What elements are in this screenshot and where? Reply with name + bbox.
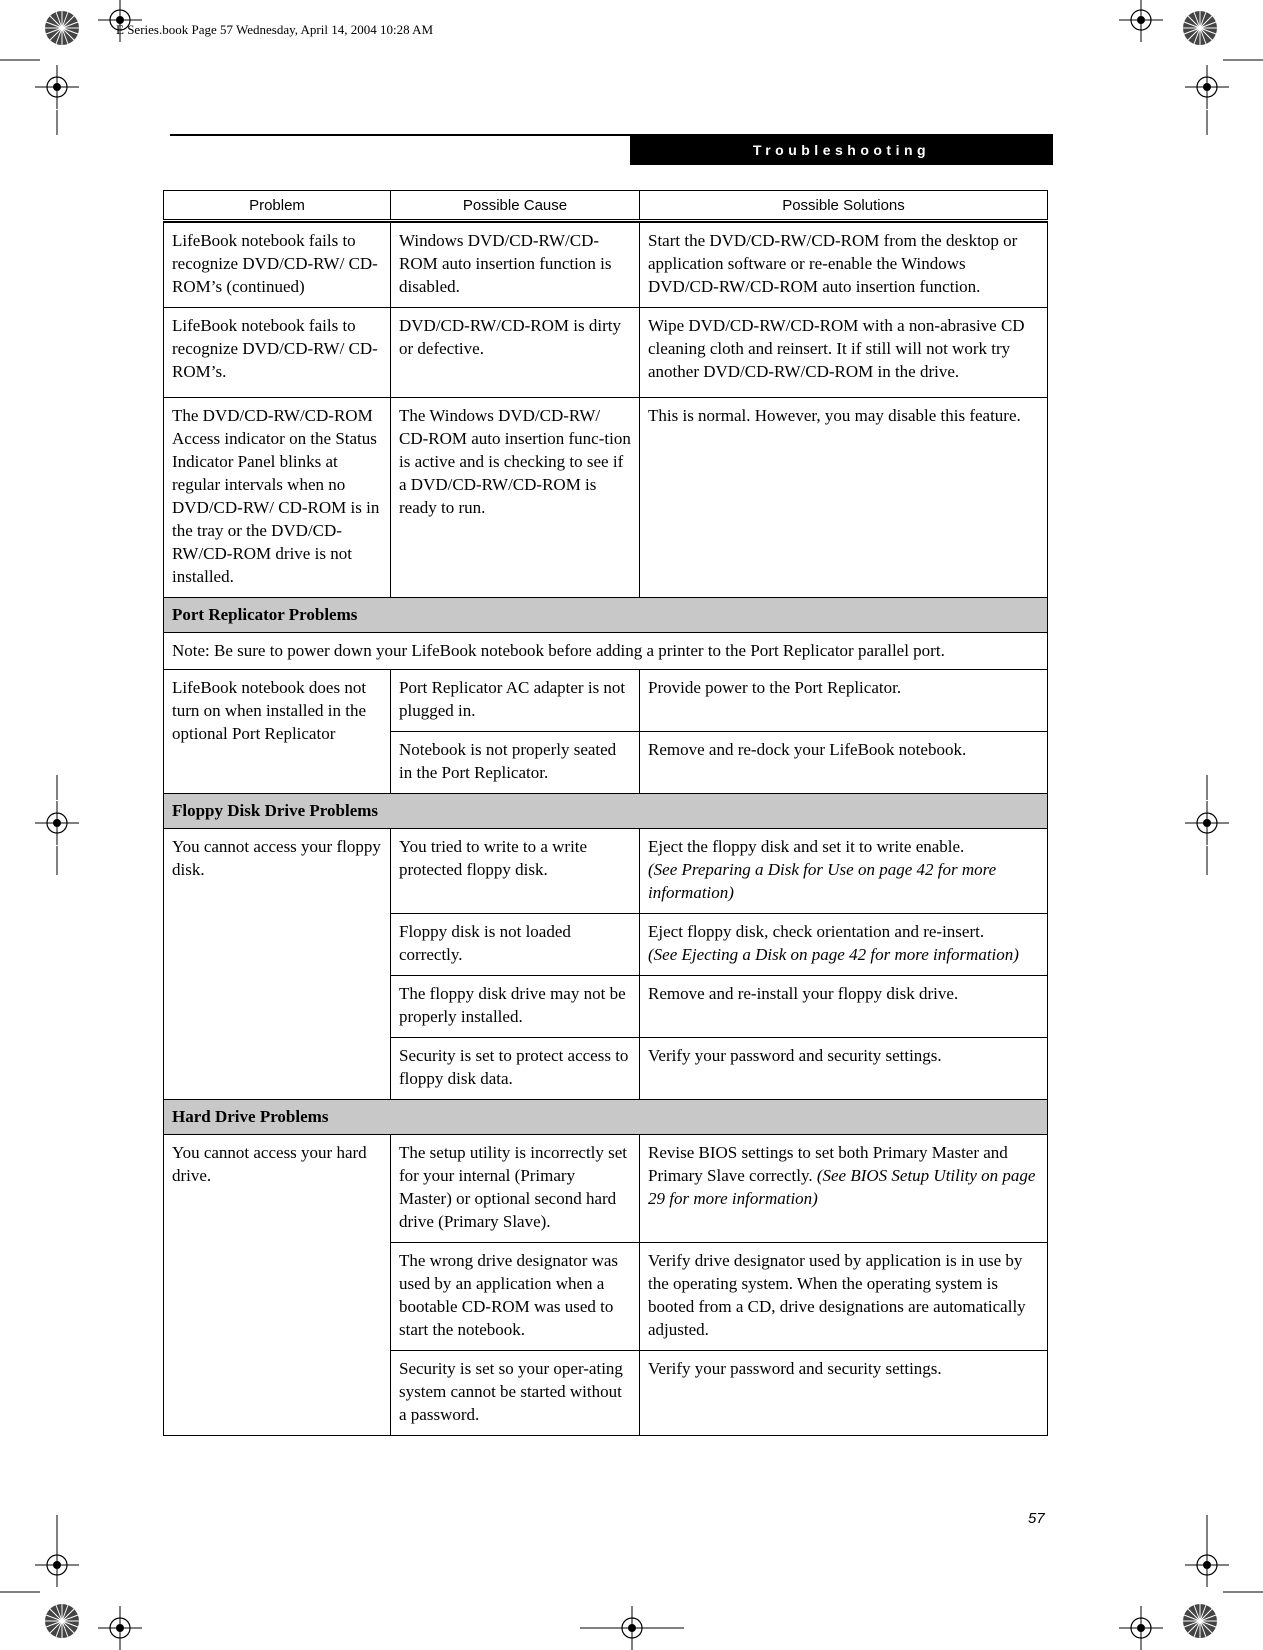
registration-crosshair-mark — [1119, 0, 1163, 42]
note-row — [164, 633, 1048, 670]
cross-reference: (See BIOS Setup Utility on page 29 for more information) — [648, 1166, 1036, 1208]
problem-cell: The DVD/CD-RW/CD-ROM Access indicator on the Status Indicator Panel blinks at regular intervals when no DVD/CD-RW/ CD-ROM is in the tray or the DVD/CD-RW/CD-ROM drive is not installed. — [164, 398, 391, 598]
cross-reference: (See Ejecting a Disk on page 42 for more information) — [648, 945, 1019, 964]
solution-cell: This is normal. However, you may disable this feature. — [640, 398, 1048, 598]
registration-crosshair-mark — [1185, 1543, 1229, 1587]
registration-crosshair-mark — [1185, 801, 1229, 845]
cause-cell: The wrong drive designator was used by an application when a bootable CD-ROM was used to start the notebook. — [391, 1243, 640, 1351]
note-text: Note: Be sure to power down your LifeBook notebook before adding a printer to the Port Replicator parallel port. — [164, 633, 1048, 670]
table-row — [164, 308, 1048, 398]
cause-cell: Security is set to protect access to floppy disk data. — [391, 1038, 640, 1100]
cross-reference: (See Preparing a Disk for Use on page 42 for more information) — [648, 860, 997, 902]
registration-crosshair-mark — [1185, 65, 1229, 109]
section-title: Port Replicator Problems — [164, 598, 1048, 633]
registration-star-mark — [1183, 11, 1217, 45]
cause-cell: Floppy disk is not loaded correctly. — [391, 914, 640, 976]
solution-cell: Verify your password and security settings. — [640, 1038, 1048, 1100]
registration-crosshair-mark — [35, 1543, 79, 1587]
cause-cell: The Windows DVD/CD-RW/ CD-ROM auto insertion func-tion is active and is checking to see if a DVD/CD-RW/CD-ROM is ready to run. — [391, 398, 640, 598]
problem-cell: LifeBook notebook fails to recognize DVD/CD-RW/ CD-ROM’s (continued) — [164, 223, 391, 308]
cause-cell: The floppy disk drive may not be properly installed. — [391, 976, 640, 1038]
solution-text: Eject floppy disk, check orientation and re-insert. — [648, 922, 985, 941]
table-row — [164, 398, 1048, 598]
registration-star-mark — [1183, 1604, 1217, 1638]
solution-cell: Start the DVD/CD-RW/CD-ROM from the desktop or application software or re-enable the Windows DVD/CD-RW/CD-ROM auto insertion function. — [640, 223, 1048, 308]
section-title: Floppy Disk Drive Problems — [164, 794, 1048, 829]
print-slug: E Series.book Page 57 Wednesday, April 14, 2004 10:28 AM — [116, 22, 434, 37]
table-row — [164, 829, 1048, 914]
solution-cell — [640, 1135, 1048, 1243]
registration-crosshair-mark — [98, 1606, 142, 1650]
cause-cell: You tried to write to a write protected floppy disk. — [391, 829, 640, 914]
cause-cell: DVD/CD-RW/CD-ROM is dirty or defective. — [391, 308, 640, 398]
solution-cell: Remove and re-install your floppy disk drive. — [640, 976, 1048, 1038]
registration-crosshair-mark — [35, 65, 79, 109]
page-number: 57 — [1028, 1510, 1045, 1527]
column-header-problem: Problem — [164, 191, 391, 221]
problem-cell: LifeBook notebook fails to recognize DVD/CD-RW/ CD-ROM’s. — [164, 308, 391, 398]
registration-crosshair-mark — [610, 1606, 654, 1650]
cause-cell: Security is set so your oper-ating system cannot be started without a password. — [391, 1351, 640, 1436]
solution-cell: Verify your password and security settings. — [640, 1351, 1048, 1436]
registration-crosshair-mark — [1119, 1606, 1163, 1650]
cause-cell: Notebook is not properly seated in the Port Replicator. — [391, 732, 640, 794]
solution-text: Revise BIOS settings to set both Primary Master and Primary Slave correctly. — [648, 1143, 1008, 1185]
solution-cell — [640, 829, 1048, 914]
solution-cell: Remove and re-dock your LifeBook notebook. — [640, 732, 1048, 794]
section-title: Hard Drive Problems — [164, 1100, 1048, 1135]
problem-cell: You cannot access your hard drive. — [164, 1135, 391, 1436]
solution-cell: Provide power to the Port Replicator. — [640, 670, 1048, 732]
registration-star-mark — [45, 1604, 79, 1638]
solution-text: Eject the floppy disk and set it to write enable. — [648, 837, 965, 856]
section-row-floppy — [164, 794, 1048, 829]
registration-crosshair-mark — [35, 801, 79, 845]
section-row-hard-drive — [164, 1100, 1048, 1135]
cause-cell: The setup utility is incorrectly set for your internal (Primary Master) or optional second hard drive (Primary Slave). — [391, 1135, 640, 1243]
table-row — [164, 223, 1048, 308]
registration-star-mark — [45, 11, 79, 45]
cause-cell: Port Replicator AC adapter is not plugged in. — [391, 670, 640, 732]
solution-cell: Wipe DVD/CD-RW/CD-ROM with a non-abrasive CD cleaning cloth and reinsert. It if still will not work try another DVD/CD-RW/CD-ROM in the drive. — [640, 308, 1048, 398]
header-rule — [170, 134, 630, 136]
column-header-cause: Possible Cause — [391, 191, 640, 221]
table-header-row — [164, 191, 1048, 221]
problem-cell: LifeBook notebook does not turn on when installed in the optional Port Replicator — [164, 670, 391, 794]
solution-cell: Verify drive designator used by application is in use by the operating system. When the operating system is booted from a CD, drive designations are automatically adjusted. — [640, 1243, 1048, 1351]
table-row — [164, 1135, 1048, 1243]
cause-cell: Windows DVD/CD-RW/CD-ROM auto insertion function is disabled. — [391, 223, 640, 308]
troubleshooting-table — [163, 190, 1048, 1436]
table-row — [164, 670, 1048, 732]
solution-cell — [640, 914, 1048, 976]
problem-cell: You cannot access your floppy disk. — [164, 829, 391, 1100]
column-header-solutions: Possible Solutions — [640, 191, 1048, 221]
running-header: Troubleshooting — [630, 134, 1053, 165]
section-row-port-replicator — [164, 598, 1048, 633]
